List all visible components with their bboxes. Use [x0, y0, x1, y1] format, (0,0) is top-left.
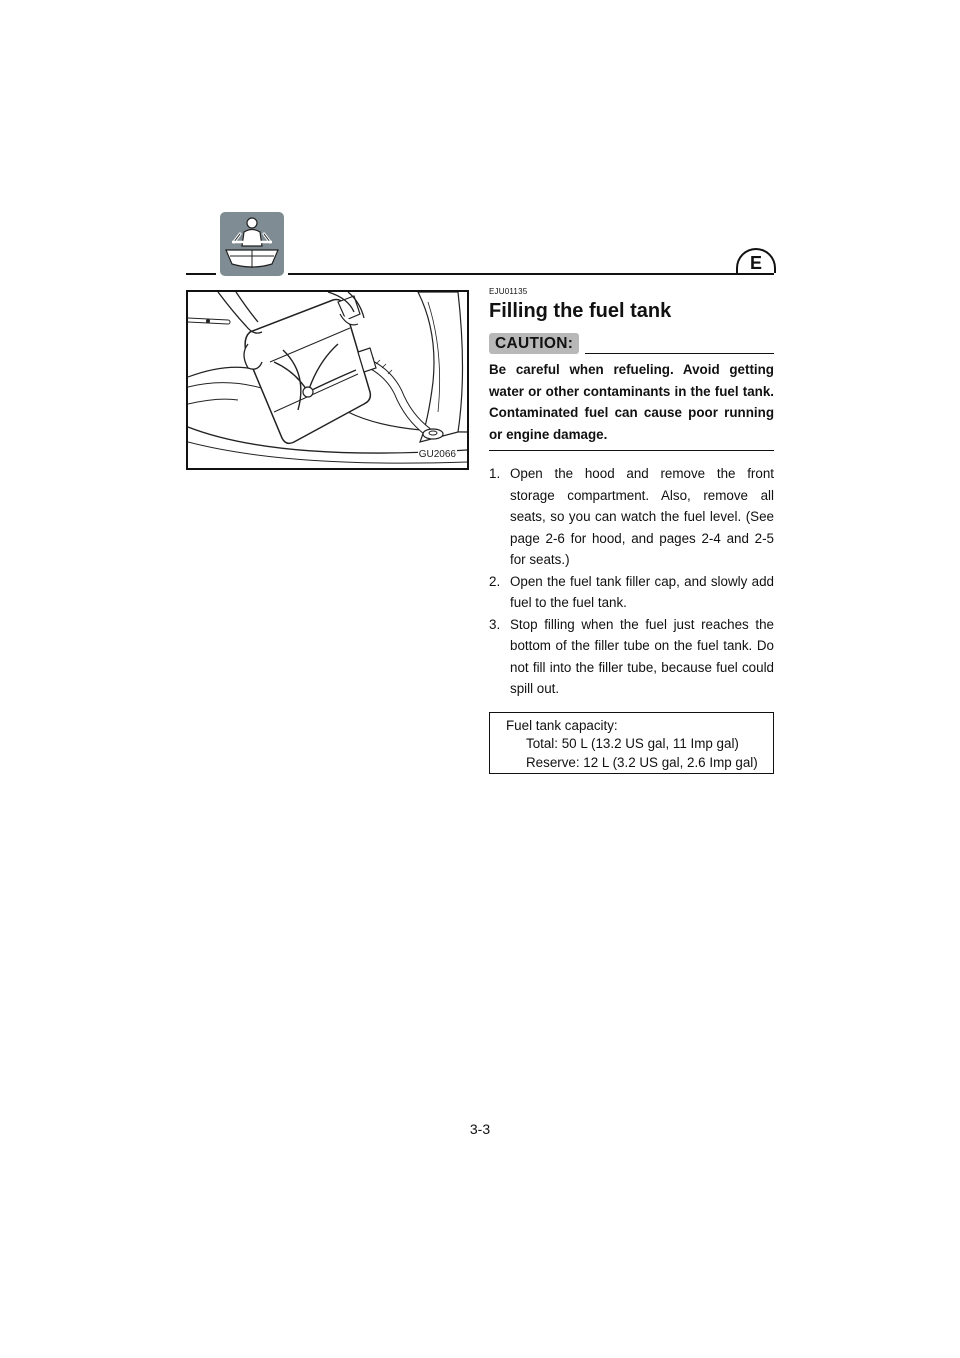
- spec-total: Total: 50 L (13.2 US gal, 11 Imp gal): [526, 736, 739, 751]
- caution-header: [489, 332, 774, 354]
- page-number: 3-3: [469, 1121, 491, 1137]
- watercraft-section-icon: [220, 212, 284, 276]
- header-rule-left: [186, 273, 216, 275]
- step-list: [489, 463, 774, 700]
- header-rule-right: [288, 273, 774, 275]
- caution-label: CAUTION:: [489, 333, 579, 354]
- step-item: [489, 571, 774, 614]
- step-text: Open the fuel tank filler cap, and slowly add fuel to the fuel tank.: [510, 573, 774, 610]
- step-number: 1.: [489, 466, 501, 481]
- step-number: 2.: [489, 573, 501, 589]
- step-text: Stop filling when the fuel just reaches the bottom of the filler tube on the fuel tank. Do not fill into the filler tube, because fuel could spill out.: [510, 616, 774, 696]
- step-item: [489, 614, 774, 700]
- caution-text: Be careful when refueling. Avoid getting water or other contaminants in the fuel tank. Contaminated fuel can cause poor running or engine damage.: [489, 359, 774, 451]
- content-column: [489, 287, 774, 774]
- step-text: Open the hood and remove the front storage compartment. Also, remove all seats, so you can watch the fuel level. (See page 2-6 for hood, and pages 2-4 and 2-5 for seats.): [510, 466, 774, 567]
- section-title: Filling the fuel tank: [489, 300, 672, 322]
- spec-reserve: Reserve: 12 L (3.2 US gal, 2.6 Imp gal): [526, 754, 758, 770]
- language-badge: E: [736, 248, 776, 273]
- spec-heading: Fuel tank capacity:: [506, 717, 618, 733]
- step-number: 3.: [489, 616, 501, 632]
- figure-code: GU2066: [418, 449, 456, 460]
- caution-rule: [585, 353, 774, 354]
- reference-code: EJU01135: [489, 287, 528, 296]
- refueling-illustration: [186, 290, 469, 470]
- fuel-capacity-spec-box: [489, 712, 774, 774]
- step-item: [489, 463, 774, 571]
